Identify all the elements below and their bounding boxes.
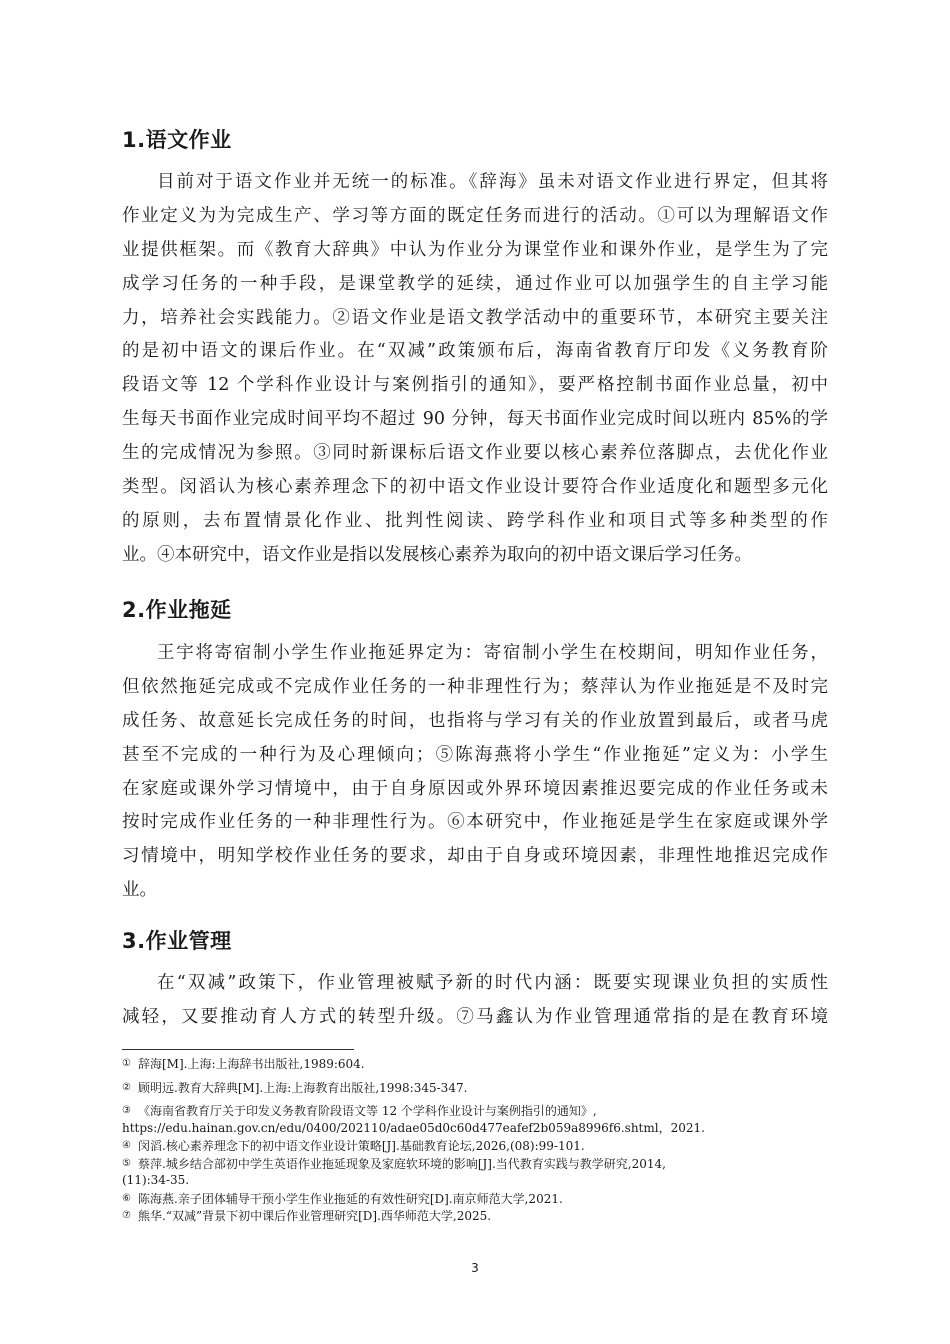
section-body-3 [122,967,828,1035]
footnote-text: 《海南省教育厅关于印发义务教育阶段语文等 12 个学科作业设计与案例指引的通知》, [138,1104,597,1118]
footnote-mark: ① [122,1058,131,1069]
footnote-continuation: https://edu.hainan.gov.cn/edu/0400/202110/adae05d0c60d477eafef2b059a8996f6.shtml，2021. [122,1120,705,1135]
footnote [122,1079,842,1097]
page-number: 3 [471,1261,479,1275]
footnote-continuation: (11):34-35. [122,1173,190,1187]
footnote-mark: ⑦ [122,1210,131,1221]
text-line: 业。 [122,880,157,901]
footnote-text: 熊华.“双减”背景下初中课后作业管理研究[D].西华师范大学,2025. [138,1209,492,1223]
text-line: 生每天书面作业完成时间平均不超过 90 分钟，每天书面作业完成时间以班内 85%的学 [122,409,828,430]
footnote-mark: ④ [122,1140,131,1151]
section-body-1 [122,166,828,573]
footnote [122,1102,842,1120]
section-heading-3: 3.作业管理 [122,929,232,953]
section-heading-1: 1.语文作业 [122,128,232,152]
text-line: 甚至不完成的一种行为及心理倾向；⑤陈海燕将小学生“作业拖延”定义为：小学生 [122,744,828,765]
text-line: 力，培养社会实践能力。②语文作业是语文教学活动中的重要环节，本研究主要关注 [122,307,828,328]
text-line: 作业定义为为完成生产、学习等方面的既定任务而进行的活动。①可以为理解语文作 [122,205,828,226]
footnote [122,1207,842,1225]
footnote [122,1155,842,1173]
footnote-text: 蔡萍.城乡结合部初中学生英语作业拖延现象及家庭软环境的影响[J].当代教育实践与教学研究,2014, [138,1156,666,1171]
section-heading-2: 2.作业拖延 [122,598,232,622]
text-line: 在家庭或课外学习情境中，由于自身原因或外界环境因素推迟要完成的作业任务或未 [122,778,828,799]
footnote-divider [122,1049,354,1050]
text-line: 但依然拖延完成或不完成作业任务的一种非理性行为；蔡萍认为作业拖延是不及时完 [122,676,828,697]
text-line: 的是初中语文的课后作业。在“双减”政策颁布后，海南省教育厅印发《义务教育阶 [122,341,828,362]
footnote-mark: ⑤ [122,1157,131,1169]
footnote-text: 顾明远.教育大辞典[M].上海:上海教育出版社,1998:345-347. [138,1080,468,1095]
text-line: 段语文等 12 个学科作业设计与案例指引的通知》，要严格控制书面作业总量，初中 [122,375,828,396]
footnote-mark: ③ [122,1105,131,1116]
footnotes [122,1055,842,1225]
text-line: 王宇将寄宿制小学生作业拖延界定为：寄宿制小学生在校期间，明知作业任务， [157,643,828,663]
text-line: 习情境中，明知学校作业任务的要求，却由于自身或环境因素，非理性地推迟完成作 [122,846,828,867]
text-line: 按时完成作业任务的一种非理性行为。⑥本研究中，作业拖延是学生在家庭或课外学 [122,812,828,833]
footnote [122,1190,842,1208]
text-line: 类型。闵滔认为核心素养理念下的初中语文作业设计要符合作业适度化和题型多元化 [122,477,828,498]
text-line: 成任务、故意延长完成任务的时间，也指将与学习有关的作业放置到最后，或者马虎 [122,710,828,731]
text-line: 业。④本研究中，语文作业是指以发展核心素养为取向的初中语文课后学习任务。 [122,544,752,565]
footnote-text: 陈海燕.亲子团体辅导干预小学生作业拖延的有效性研究[D].南京师范大学,2021. [138,1191,563,1206]
footnote [122,1055,842,1073]
text-line: 的原则，去布置情景化作业、批判性阅读、跨学科作业和项目式等多种类型的作 [122,510,828,531]
text-line: 成学习任务的一种手段，是课堂教学的延续，通过作业可以加强学生的自主学习能 [122,273,828,294]
text-line: 在“双减”政策下，作业管理被赋予新的时代内涵：既要实现课业负担的实质性 [157,973,828,993]
section-body-2 [122,637,828,908]
footnote [122,1137,842,1155]
text-line: 生的完成情况为参照。③同时新课标后语文作业要以核心素养位落脚点，去优化作业 [122,443,828,464]
text-line: 业提供框架。而《教育大辞典》中认为作业分为课堂作业和课外作业，是学生为了完 [122,239,828,260]
footnote-text: 闵滔.核心素养理念下的初中语文作业设计策略[J].基础教育论坛,2026,(08):99-101. [138,1139,585,1153]
text-line: 目前对于语文作业并无统一的标准。《辞海》虽未对语文作业进行界定，但其将 [157,172,828,192]
text-line: 减轻，又要推动育人方式的转型升级。⑦马鑫认为作业管理通常指的是在教育环境 [122,1006,828,1027]
footnote-text: 辞海[M].上海:上海辞书出版社,1989:604. [138,1057,365,1071]
footnote-mark: ⑥ [122,1192,131,1204]
footnote-mark: ② [122,1081,131,1093]
